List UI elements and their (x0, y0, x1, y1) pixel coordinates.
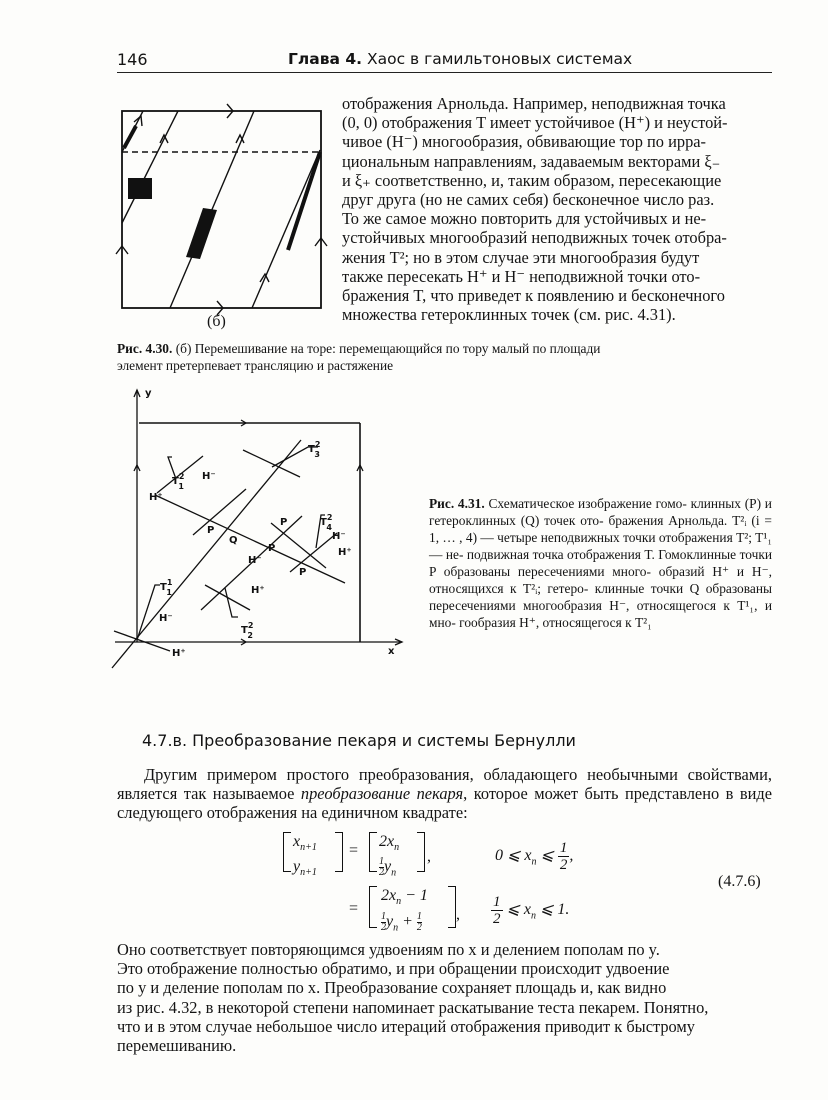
label-P: P (268, 543, 276, 554)
rhs-vector-1: $2x_n$ $\frac{1}{2}y_n$ (379, 833, 400, 879)
text-line: То же самое можно повторить для устойчивых и не- (342, 209, 707, 229)
caption-text: (б) Перемешивание на торе: перемещающийся по тору малый по площади элемент претерпевает трансляцию и растяжение (117, 341, 601, 373)
caption-line: бражения Арнольда. T²ᵢ (i = 1, … , 4) — четыре (429, 513, 772, 545)
caption-line: образий H⁺ и H⁻, относящихся к T²ᵢ; гетеро- (429, 564, 772, 596)
chapter-title (288, 50, 632, 68)
running-head (117, 50, 772, 73)
text-line: друг друга (но не самих себя) бесконечное число раз. (342, 190, 715, 210)
text-line: также пересекать H⁺ и H⁻ неподвижной точки ото- (342, 266, 701, 286)
text-line: Оно соответствует повторяющимся удвоениям по x и делением пополам по y. (117, 940, 660, 959)
label-H-minus: H⁻ (159, 613, 173, 624)
equals-sign: = (349, 900, 359, 917)
paragraph-intro (117, 765, 772, 823)
label-T4: $T^2$ 4 (320, 513, 333, 532)
label-H-minus: H⁻ (248, 555, 262, 566)
caption-line: многообразия H⁻, относящегося к T¹₁, и мно- (429, 598, 772, 630)
text-line: Это отображение полностью обратимо, и при обращении происходит удвоение (117, 959, 670, 979)
equals-sign: = (349, 842, 359, 859)
lhs-vector: $x_{n+1}$ $y_{n+1}$ (293, 833, 317, 879)
label-P: P (207, 525, 215, 536)
equation-number: (4.7.6) (718, 873, 761, 890)
section-number: 4.7.в. (142, 731, 188, 750)
right-column-text (342, 94, 770, 324)
label-P: P (280, 517, 288, 528)
paragraph-text: , которое может быть представлено в виде следующего отображения на единичном квадрате: (117, 784, 772, 823)
text-line: перемешиванию. (117, 1036, 237, 1056)
caption-line: подвижная точка отображения T. Гомоклинные (466, 547, 737, 562)
text-line: (0, 0) отображения T имеет устойчивое (H⁺) и неустой- (342, 113, 728, 133)
paragraph-explanation (117, 940, 772, 1055)
chapter-label: Глава 4. (288, 50, 363, 68)
section-heading (142, 731, 576, 750)
label-T1-1: $T^1$ 1 (160, 578, 173, 597)
figure-4-30-panel-label: (б) (207, 313, 226, 330)
text-line: устойчивых многообразий неподвижных точек отобра- (342, 228, 727, 248)
chapter-title-text: Хаос в гамильтоновых системах (366, 50, 633, 68)
caption-label: Рис. 4.30. (117, 341, 173, 356)
paragraph-text: Другим примером простого преобразования, обладающего необычными свойствами, является так называемое (117, 765, 772, 804)
axis-y-label: y (145, 388, 152, 399)
label-H-minus: H⁻ (202, 471, 216, 482)
text-line: циональным направлениям, задаваемым векторами ξ₋ (342, 151, 721, 171)
label-H-plus: H⁺ (251, 585, 265, 596)
label-T2: $T^2$ 2 (241, 621, 254, 640)
label-H-plus: H⁺ (338, 547, 352, 558)
rhs-vector-2: $2x_n - 1$ $\frac{1}{2}y_n$ + $\frac{1}{2}$ (381, 887, 428, 934)
page-number: 146 (117, 50, 148, 69)
defined-term: преобразование пекаря (300, 784, 464, 804)
caption-line: клинные точки Q образованы пересечениями (429, 581, 772, 613)
label-H-minus: H⁻ (332, 531, 346, 542)
figure-4-31-diagram (100, 385, 410, 695)
label-H-plus: H⁺ (172, 648, 186, 659)
text-line: множества гетероклинных точек (см. рис. 4.31). (342, 305, 676, 325)
text-line: что и в этом случае небольшое число итераций отображения приводит к быстрому (117, 1016, 695, 1036)
text-line: из рис. 4.32, в некоторой степени напоминает раскатывание теста пекарем. Понятно, (117, 997, 709, 1017)
label-Q: Q (229, 535, 238, 546)
label-T1-2: $T^2$ 1 (172, 472, 185, 491)
caption-line: точки P образованы пересечениями много- (429, 547, 772, 579)
figure-4-31-caption (429, 495, 772, 631)
label-T3: $T^2$ 3 (308, 440, 321, 459)
caption-line: неподвижных точки отображения T²; T¹₁ — не- (429, 530, 773, 562)
text-line: по y и деление пополам по x. Преобразование сохраняет площадь и, как видно (117, 978, 667, 998)
condition-1: 0 ⩽ $x_n$ ⩽ $\frac{1}{2}$ , (495, 840, 574, 873)
section-title: Преобразование пекаря и системы Бернулли (192, 731, 576, 750)
equation-4-7-6: $x_{n+1}$ $y_{n+1}$ = $2x_n$ $\frac{1}{2}y_n$ , 0 ⩽ $x_n$ ⩽ $\frac{1}{2}$ , = $2x_n - 1$ $\frac{1}{2}y_n$ + $\frac{1}{2}$ , $\frac{1}{2}$ ⩽ $x_n$ ⩽ 1. (283, 830, 613, 930)
label-H-plus: H⁺ (149, 492, 163, 503)
figure-4-30-torus-diagram (100, 90, 340, 320)
text-line: жения T²; но в этом случае эти многообразия будут (342, 247, 700, 267)
condition-2: $\frac{1}{2}$ ⩽ $x_n$ ⩽ 1. (493, 894, 570, 927)
text-line: чивое (H⁻) многообразия, обвивающие тор по ирра- (342, 132, 706, 152)
text-line: отображения Арнольда. Например, неподвижная точка (342, 94, 726, 113)
caption-line: гообразия H⁺, относящегося к T²₁ (459, 615, 652, 630)
label-P: P (299, 567, 307, 578)
caption-line: клинных (P) и гетероклинных (Q) точек ото- (429, 496, 772, 528)
caption-line: Схематическое изображение гомо- (488, 496, 687, 511)
text-line: бражения T, что приведет к появлению и бесконечного (342, 286, 725, 306)
figure-4-30-caption (117, 340, 617, 374)
axis-x-label: x (388, 646, 395, 657)
text-line: и ξ₊ соответственно, и, таким образом, пересекающие (342, 170, 722, 190)
caption-label: Рис. 4.31. (429, 496, 485, 511)
